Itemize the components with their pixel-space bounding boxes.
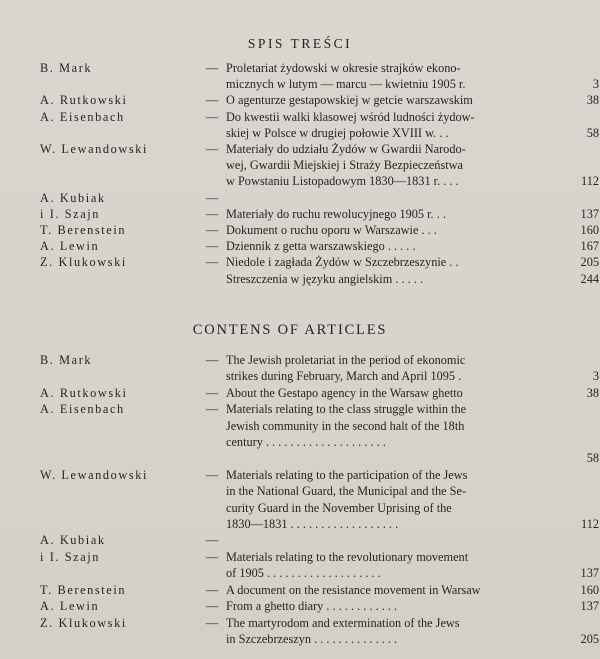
toc-entry xyxy=(40,222,600,238)
toc-entry xyxy=(40,467,600,533)
english-heading: CONTENS OF ARTICLES xyxy=(192,322,388,338)
entry-page-number: 244 xyxy=(580,271,599,286)
entry-author: T. Berenstein xyxy=(40,223,127,238)
entry-author: A. Kubiak xyxy=(40,533,106,548)
entry-title-line: The martyrodom and extermination of the Jews xyxy=(226,615,460,630)
entry-page-number: 205 xyxy=(580,255,599,270)
entry-author: A. Eisenbach xyxy=(40,109,125,124)
entry-author xyxy=(40,271,198,287)
toc-entry xyxy=(40,206,600,222)
entry-title-line: Materiały do udziału Żydów w Gwardii Narodo- xyxy=(226,142,466,157)
entry-title-line: Proletariat żydowski w okresie strajków ekono- xyxy=(226,61,461,75)
entry-page-number: 58 xyxy=(586,451,599,466)
entry-author: A. Lewin xyxy=(40,239,100,254)
entry-title-line: Niedole i zagłada Żydów w Szczebrzeszynie . . xyxy=(226,255,459,270)
entry-title-line: Do kwestii walki klasowej wśród ludności żydow- xyxy=(226,109,475,124)
entry-title-line: strikes during February, March and April 1095 . xyxy=(226,369,462,384)
entry-title-line: About the Gestapo agency in the Warsaw ghetto xyxy=(226,385,463,400)
entry-dash: — xyxy=(205,239,219,254)
entry-title-line: in the National Guard, the Municipal and the Se- xyxy=(226,484,467,499)
toc-entry xyxy=(40,532,600,548)
entry-title-line: w Powstaniu Listopadowym 1830—1831 r. . . . xyxy=(226,174,459,189)
entry-dash: — xyxy=(205,109,219,124)
entry-author: T. Berenstein xyxy=(40,582,127,597)
entry-dash: — xyxy=(205,190,219,205)
entry-title xyxy=(226,238,552,254)
entry-author: B. Mark xyxy=(40,353,93,367)
entry-page-number: 160 xyxy=(580,223,599,238)
entry-dash: — xyxy=(205,61,219,75)
entry-page-number: 137 xyxy=(580,206,599,221)
entry-dash: — xyxy=(205,223,219,238)
entry-title xyxy=(226,615,552,648)
entry-title-line: of 1905 . . . . . . . . . . . . . . . . . . . xyxy=(226,566,381,581)
entry-title xyxy=(226,352,552,385)
entry-author: A. Rutkowski xyxy=(40,93,128,108)
entry-title-line: O agenturze gestapowskiej w getcie warszawskim xyxy=(226,93,473,108)
entry-author: W. Lewandowski xyxy=(40,467,149,482)
entry-page-number: 112 xyxy=(581,174,599,189)
entry-title-line: Dziennik z getta warszawskiego . . . . . xyxy=(226,239,416,254)
entry-title-line: Materials relating to the participation of the Jews xyxy=(226,467,468,482)
entry-author: A. Lewin xyxy=(40,599,100,614)
entry-title xyxy=(226,467,552,533)
entry-author: B. Mark xyxy=(40,61,93,75)
entry-dash: — xyxy=(205,353,219,367)
entry-page-number: 38 xyxy=(586,93,599,108)
entry-title xyxy=(226,532,552,548)
toc-entry xyxy=(40,401,600,467)
entry-page-number: 137 xyxy=(580,599,599,614)
entry-title xyxy=(226,598,552,614)
entry-title-line: From a ghetto diary . . . . . . . . . . . . xyxy=(226,599,398,614)
entry-title-line xyxy=(226,190,552,206)
entry-title xyxy=(226,60,552,92)
entry-dash: — xyxy=(205,402,219,417)
toc-entry xyxy=(40,238,600,254)
entry-title-line: curity Guard in the November Uprising of the xyxy=(226,500,452,515)
entry-title xyxy=(226,385,552,401)
entry-page-number: 112 xyxy=(581,517,599,532)
entry-author: Z. Klukowski xyxy=(40,615,127,630)
entry-page-number: 160 xyxy=(580,582,599,597)
entry-author: Z. Klukowski xyxy=(40,255,127,270)
entry-title-line: skiej w Polsce w drugiej połowie XVIII w. . . xyxy=(226,125,449,140)
entry-title xyxy=(226,582,552,598)
entry-title-line: century . . . . . . . . . . . . . . . . . . . . xyxy=(226,435,386,450)
toc-entry xyxy=(40,385,600,401)
entry-title-line: wej, Gwardii Miejskiej i Straży Bezpieczeństwa xyxy=(226,158,463,173)
entry-author: i I. Szajn xyxy=(40,206,101,221)
english-contents xyxy=(0,352,600,647)
entry-page-number: 137 xyxy=(580,566,599,581)
entry-page-number: 38 xyxy=(586,385,599,400)
entry-title-line: in Szczebrzeszyn . . . . . . . . . . . . . . xyxy=(226,631,398,646)
entry-page-number: 58 xyxy=(586,125,599,140)
entry-title xyxy=(226,141,552,190)
entry-author: W. Lewandowski xyxy=(40,142,149,157)
entry-title xyxy=(226,549,552,582)
entry-page-number: 205 xyxy=(580,631,599,646)
entry-dash: — xyxy=(205,615,219,630)
toc-entry xyxy=(40,92,600,108)
entry-dash: — xyxy=(205,142,219,157)
entry-title-line: Jewish community in the second halt of the 18th xyxy=(226,418,465,433)
entry-dash: — xyxy=(205,533,219,548)
toc-entry xyxy=(40,352,600,385)
entry-dash: — xyxy=(205,549,219,564)
toc-entry xyxy=(40,254,600,270)
entry-title-line: Materials relating to the revolutionary movement xyxy=(226,549,469,564)
entry-author: A. Rutkowski xyxy=(40,385,128,400)
entry-title-line: micznych w lutym — marcu — kwietniu 1905 r. xyxy=(226,77,466,92)
entry-title-line: Streszczenia w języku angielskim . . . . . xyxy=(226,271,424,286)
toc-entry xyxy=(40,615,600,648)
entry-title-line: 1830—1831 . . . . . . . . . . . . . . . . . . xyxy=(226,517,399,532)
entry-title xyxy=(226,206,552,222)
entry-dash: — xyxy=(205,599,219,614)
entry-dash: — xyxy=(205,467,219,482)
toc-entry xyxy=(40,60,600,92)
toc-entry xyxy=(40,190,600,206)
toc-entry xyxy=(40,109,600,141)
entry-title-line: Materiały do ruchu rewolucyjnego 1905 r. . . xyxy=(226,206,446,221)
entry-dash: — xyxy=(205,93,219,108)
entry-page-number: 167 xyxy=(580,239,599,254)
entry-title xyxy=(226,254,552,270)
entry-title-line: The Jewish proletariat in the period of ekonomic xyxy=(226,353,466,367)
entry-title xyxy=(226,401,552,467)
entry-title-line: A document on the resistance movement in Warsaw xyxy=(226,582,481,597)
toc-entry xyxy=(40,598,600,614)
toc-entry xyxy=(40,141,600,190)
toc-entry xyxy=(40,271,600,287)
entry-author: i I. Szajn xyxy=(40,549,101,564)
toc-entry xyxy=(40,582,600,598)
entry-title-line: Materials relating to the class struggle within the xyxy=(226,402,467,417)
polish-contents xyxy=(0,60,600,287)
entry-dash: — xyxy=(205,582,219,597)
entry-title xyxy=(226,190,552,206)
entry-dash xyxy=(198,271,226,287)
entry-dash: — xyxy=(205,206,219,221)
entry-title xyxy=(226,109,552,141)
entry-page-number: 3 xyxy=(592,77,599,92)
entry-author: A. Eisenbach xyxy=(40,402,125,417)
entry-title xyxy=(226,222,552,238)
entry-title-line xyxy=(226,450,552,466)
entry-author: A. Kubiak xyxy=(40,190,106,205)
entry-dash: — xyxy=(205,255,219,270)
toc-entry xyxy=(40,549,600,582)
entry-dash: — xyxy=(205,385,219,400)
entry-title-line: Dokument o ruchu oporu w Warszawie . . . xyxy=(226,223,437,238)
entry-title xyxy=(226,271,552,287)
entry-page-number: 3 xyxy=(592,369,599,384)
entry-title-line xyxy=(226,532,552,548)
entry-title xyxy=(226,92,552,108)
polish-heading: SPIS TREŚCI xyxy=(247,36,353,51)
